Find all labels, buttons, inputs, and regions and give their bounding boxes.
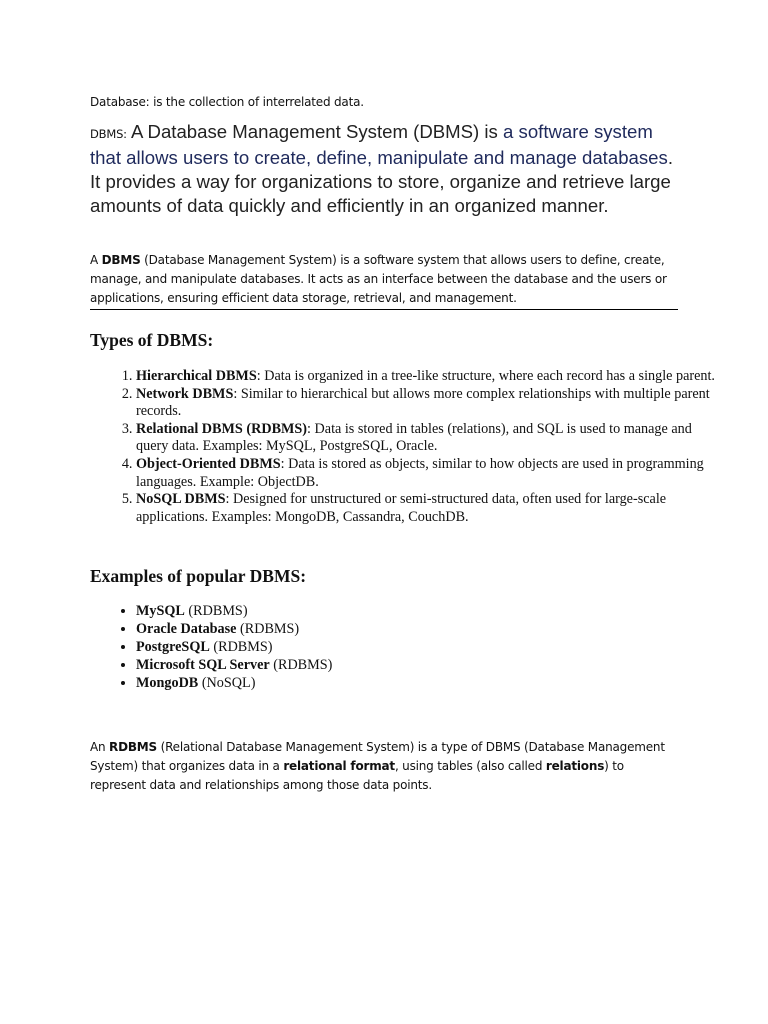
types-heading: Types of DBMS: <box>90 330 214 350</box>
rdbms-paragraph <box>90 738 680 795</box>
types-list <box>90 368 716 526</box>
dbms-label: DBMS: <box>90 127 127 141</box>
example-name: MongoDB <box>136 675 199 691</box>
type-desc: : Similar to hierarchical but allows more complex relationships with multiple parent records. <box>136 385 710 420</box>
list-item <box>136 602 696 620</box>
list-item <box>136 386 716 421</box>
list-item <box>136 456 716 491</box>
dbms-rest-text: . It provides a way for organizations to store, organize and retrieve large amounts of data quickly and efficiently in an organized manner. <box>90 147 673 216</box>
dbms-paragraph-body: (Database Management System) is a software system that allows users to define, create, manage, and manipulate databases. It acts as an interface between the database and the users or applications, ensuring efficient data storage, retrieval, and management. <box>90 253 667 305</box>
type-desc: : Designed for unstructured or semi-structured data, often used for large-scale applications. Examples: MongoDB, Cassandra, CouchDB. <box>136 491 667 525</box>
list-item <box>136 620 696 638</box>
list-item <box>136 656 696 674</box>
example-name: MySQL <box>136 603 185 619</box>
rdbms-term: RDBMS <box>109 740 157 754</box>
example-kind: (RDBMS) <box>269 657 333 673</box>
rdbms-term-relational-format: relational format <box>283 759 395 773</box>
dbms-paragraph-term: DBMS <box>101 253 141 267</box>
example-kind: (RDBMS) <box>236 621 300 637</box>
type-name: Relational DBMS (RDBMS) <box>136 420 308 437</box>
example-kind: (RDBMS) <box>184 603 248 619</box>
rdbms-term-relations: relations <box>545 759 605 773</box>
dbms-highlight-text: a software system that allows users to create, define, manipulate and manage databases <box>90 121 668 168</box>
example-name: Microsoft SQL Server <box>136 657 270 673</box>
examples-list <box>90 602 696 692</box>
rdbms-prefix: An <box>90 740 110 754</box>
dbms-definition <box>90 120 680 218</box>
example-name: Oracle Database <box>136 621 237 637</box>
example-kind: (NoSQL) <box>198 675 256 691</box>
rdbms-text-2: , using tables (also called <box>394 759 546 773</box>
list-item <box>136 674 696 692</box>
example-name: PostgreSQL <box>136 639 210 655</box>
dbms-lead-text: A Database Management System (DBMS) is <box>126 121 504 142</box>
type-name: NoSQL DBMS <box>136 491 226 508</box>
database-definition: Database: is the collection of interrelated data. <box>90 95 364 109</box>
dbms-paragraph <box>90 251 680 308</box>
type-name: Object-Oriented DBMS <box>136 455 281 472</box>
list-item <box>136 491 716 526</box>
list-item <box>136 368 716 386</box>
type-desc: : Data is stored as objects, similar to how objects are used in programming languages. Example: ObjectDB. <box>136 455 704 490</box>
list-item <box>136 638 696 656</box>
dbms-paragraph-prefix: A <box>90 253 102 267</box>
rdbms-text-1: (Relational Database Management System) is a type of DBMS (Database Management System) that organizes data in a <box>90 740 665 773</box>
list-item <box>136 421 716 456</box>
example-kind: (RDBMS) <box>209 639 273 655</box>
horizontal-rule <box>90 309 678 310</box>
type-desc: : Data is organized in a tree-like structure, where each record has a single parent. <box>256 368 715 384</box>
examples-heading: Examples of popular DBMS: <box>90 566 307 586</box>
type-name: Network DBMS <box>136 385 234 402</box>
rdbms-text-3: ) to represent data and relationships among those data points. <box>90 759 624 792</box>
type-desc: : Data is stored in tables (relations), and SQL is used to manage and query data. Examples: MySQL, PostgreSQL, Oracle. <box>136 420 692 455</box>
type-name: Hierarchical DBMS <box>136 368 257 384</box>
